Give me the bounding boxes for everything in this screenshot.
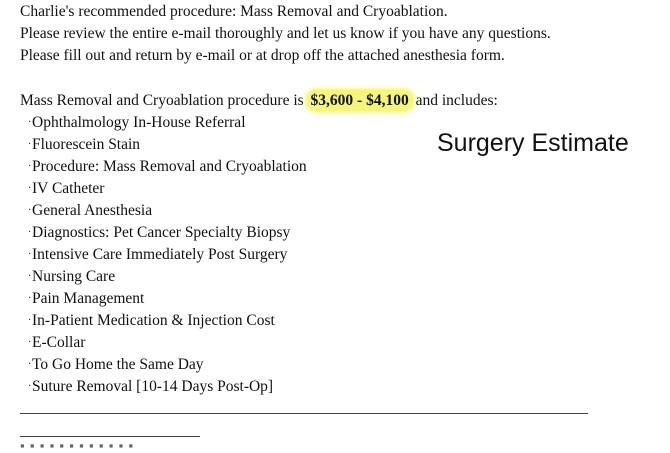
list-item bbox=[20, 376, 660, 398]
list-item bbox=[20, 266, 660, 288]
bullet-dot: · bbox=[28, 381, 32, 392]
intro-form-instructions: Please fill out and return by e-mail or at drop off the attached anesthesia form. bbox=[20, 47, 505, 64]
list-item-text: Pain Management bbox=[32, 290, 145, 307]
procedure-tail-text: and includes: bbox=[415, 92, 498, 109]
list-item-text: In-Patient Medication & Injection Cost bbox=[32, 312, 275, 329]
intro-review-instructions: Please review the entire e-mail thoroughly and let us know if you have any questions. bbox=[20, 25, 551, 42]
intro-recommended-procedure: Charlie's recommended procedure: Mass Removal and Cryoablation. bbox=[20, 3, 448, 20]
surgery-estimate-label: Surgery Estimate bbox=[437, 129, 629, 157]
procedure-price-line bbox=[20, 90, 660, 112]
cropped-footer-text bbox=[20, 438, 200, 453]
list-item bbox=[20, 200, 660, 222]
bullet-dot: · bbox=[28, 205, 32, 216]
list-item-text: IV Catheter bbox=[32, 180, 105, 197]
bullet-dot: · bbox=[28, 161, 32, 172]
email-document bbox=[20, 0, 660, 398]
list-item-text: Nursing Care bbox=[32, 268, 116, 285]
bullet-dot: · bbox=[28, 249, 32, 260]
procedure-price-highlight: $3,600 - $4,100 bbox=[307, 90, 413, 111]
list-item-text: Ophthalmology In-House Referral bbox=[32, 114, 246, 131]
list-item-text: Intensive Care Immediately Post Surgery bbox=[32, 246, 288, 263]
list-item-text: To Go Home the Same Day bbox=[32, 356, 204, 373]
bullet-dot: · bbox=[28, 183, 32, 194]
bullet-dot: · bbox=[28, 293, 32, 304]
date-rule bbox=[20, 436, 200, 437]
bullet-dot: · bbox=[28, 315, 32, 326]
signature-rule bbox=[20, 413, 588, 414]
bullet-dot: · bbox=[28, 139, 32, 150]
procedure-lead-text: Mass Removal and Cryoablation procedure is bbox=[20, 92, 304, 109]
list-item bbox=[20, 222, 660, 244]
list-item bbox=[20, 178, 660, 200]
bullet-dot: · bbox=[28, 337, 32, 348]
list-item bbox=[20, 244, 660, 266]
bullet-dot: · bbox=[28, 227, 32, 238]
list-item bbox=[20, 354, 660, 376]
list-item-text: Suture Removal [10-14 Days Post-Op] bbox=[32, 378, 274, 395]
list-item-text: E-Collar bbox=[32, 334, 86, 351]
list-item bbox=[20, 332, 660, 354]
cropped-footer-glyphs: ▪ ▪ ▪ ▪ ▪ ▪ ▪ ▪ ▪ ▪ ▪ ▪ bbox=[20, 438, 135, 453]
list-item bbox=[20, 156, 660, 178]
list-item bbox=[20, 310, 660, 332]
bullet-dot: · bbox=[28, 271, 32, 282]
list-item-text: Diagnostics: Pet Cancer Specialty Biopsy bbox=[32, 224, 291, 241]
list-item-text: General Anesthesia bbox=[32, 202, 153, 219]
bullet-dot: · bbox=[28, 359, 32, 370]
paragraph-spacer bbox=[20, 67, 660, 90]
list-item-text: Procedure: Mass Removal and Cryoablation bbox=[32, 158, 307, 175]
list-item bbox=[20, 288, 660, 310]
bullet-dot: · bbox=[28, 117, 32, 128]
list-item-text: Fluorescein Stain bbox=[32, 136, 141, 153]
